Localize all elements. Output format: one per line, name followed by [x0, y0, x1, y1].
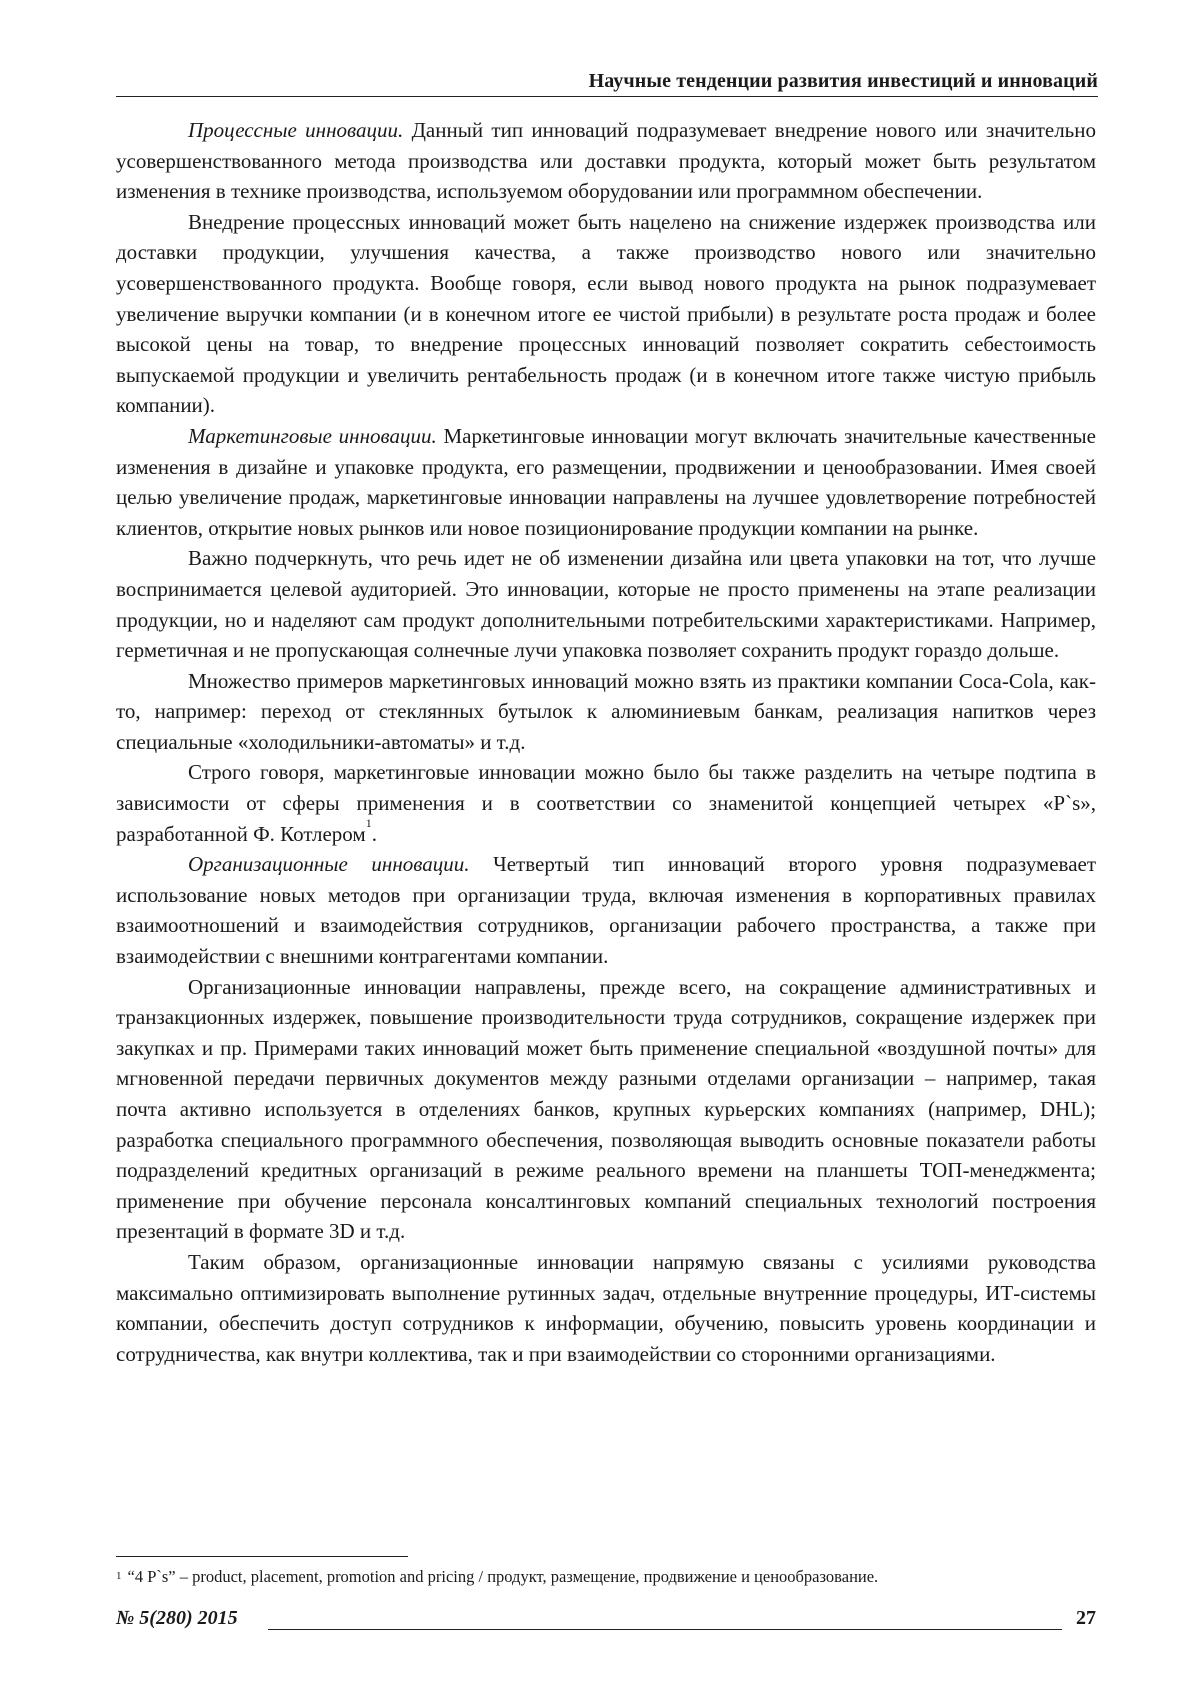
paragraph: Внедрение процессных инноваций может быть нацелено на снижение издержек производства или доставки продукции, улучшения качества, а также производство нового или значительно усовершенствованного продукта. Вообще говоря, если вывод нового продукта на рынок подразумевает увеличение выручки компании (и в конечном итоге ее чистой прибыли) в результате роста продаж и более высокой цены на товар, то внедрение процессных инноваций позволяет сократить себестоимость выпускаемой продукции и увеличить рентабельность продаж (и в конечном итоге также чистую прибыль компании).: [116, 207, 1096, 421]
footnote-reference[interactable]: 1: [366, 816, 372, 830]
paragraph: Маркетинговые инновации. Маркетинговые инновации могут включать значительные качественные изменения в дизайне и упаковке продукта, его размещении, продвижении и ценообразовании. Имея своей целью увеличение продаж, маркетинговые инновации направлены на лучшее удовлетворение потребностей клиентов, открытие новых рынков или новое позиционирование продукции компании на рынке.: [116, 421, 1096, 543]
page-number: 27: [1076, 1607, 1096, 1630]
journal-section-title: Научные тенденции развития инвестиций и инноваций: [589, 70, 1098, 93]
paragraph: Таким образом, организационные инновации напрямую связаны с усилиями руководства максимально оптимизировать выполнение рутинных задач, отдельные внутренние процедуры, ИТ-системы компании, обеспечить доступ сотрудников к информации, обучению, повысить уровень координации и сотрудничества, как внутри коллектива, так и при взаимодействии со сторонними организациями.: [116, 1247, 1096, 1369]
page-footer: [116, 1607, 1096, 1637]
paragraph-lead: Процессные инновации.: [188, 118, 403, 142]
footer-rule: [268, 1629, 1062, 1630]
paragraph: Множество примеров маркетинговых инноваций можно взять из практики компании Coca-Cola, как-то, например: переход от стеклянных бутылок к алюминиевым банкам, реализация напитков через специальные «холодильники-автоматы» и т.д.: [116, 666, 1096, 758]
paragraph: Организационные инновации направлены, прежде всего, на сокращение административных и транзакционных издержек, повышение производительности труда сотрудников, сокращение издержек при закупках и пр. Примерами таких инноваций может быть применение специальной «воздушной почты» для мгновенной передачи первичных документов между разными отделами организации – например, такая почта активно используется в отделениях банков, крупных курьерских компаниях (например, DHL); разработка специального программного обеспечения, позволяющая выводить основные показатели работы подразделений кредитных организаций в режиме реального времени на планшеты ТОП-менеджмента; применение при обучение персонала консалтинговых компаний специальных технологий построения презентаций в формате 3D и т.д.: [116, 972, 1096, 1247]
paragraph-lead: Организационные инновации.: [188, 852, 470, 876]
paragraph: Важно подчеркнуть, что речь идет не об изменении дизайна или цвета упаковки на тот, что лучше воспринимается целевой аудиторией. Это инновации, которые не просто применены на этапе реализации продукции, но и наделяют сам продукт дополнительными потребительскими характеристиками. Например, герметичная и не пропускающая солнечные лучи упаковка позволяет сохранить продукт гораздо дольше.: [116, 543, 1096, 665]
header-rule: [116, 96, 1098, 97]
footnote-text: “4 P`s” – product, placement, promotion and pricing / продукт, размещение, продвижение и ценообразование.: [128, 1567, 879, 1586]
paragraph: Организационные инновации. Четвертый тип инноваций второго уровня подразумевает использование новых методов при организации труда, включая изменения в корпоративных правилах взаимоотношений и взаимодействия сотрудников, организации рабочего пространства, а также при взаимодействии с внешними контрагентами компании.: [116, 849, 1096, 971]
paragraph: Процессные инновации. Данный тип инноваций подразумевает внедрение нового или значительно усовершенствованного метода производства или доставки продукта, который может быть результатом изменения в технике производства, используемом оборудовании или программном обеспечении.: [116, 115, 1096, 207]
footnote-number: 1: [116, 1570, 122, 1582]
issue-number: № 5(280) 2015: [116, 1607, 238, 1630]
paragraph: Строго говоря, маркетинговые инновации можно было бы также разделить на четыре подтипа в зависимости от сферы применения и в соответствии со знаменитой концепцией четырех «P`s», разработанной Ф. Котлером1.: [116, 757, 1096, 849]
article-body: [116, 115, 1096, 1369]
paragraph-lead: Маркетинговые инновации.: [188, 424, 437, 448]
footnote: [116, 1566, 1096, 1588]
footnote-rule: [116, 1556, 408, 1557]
